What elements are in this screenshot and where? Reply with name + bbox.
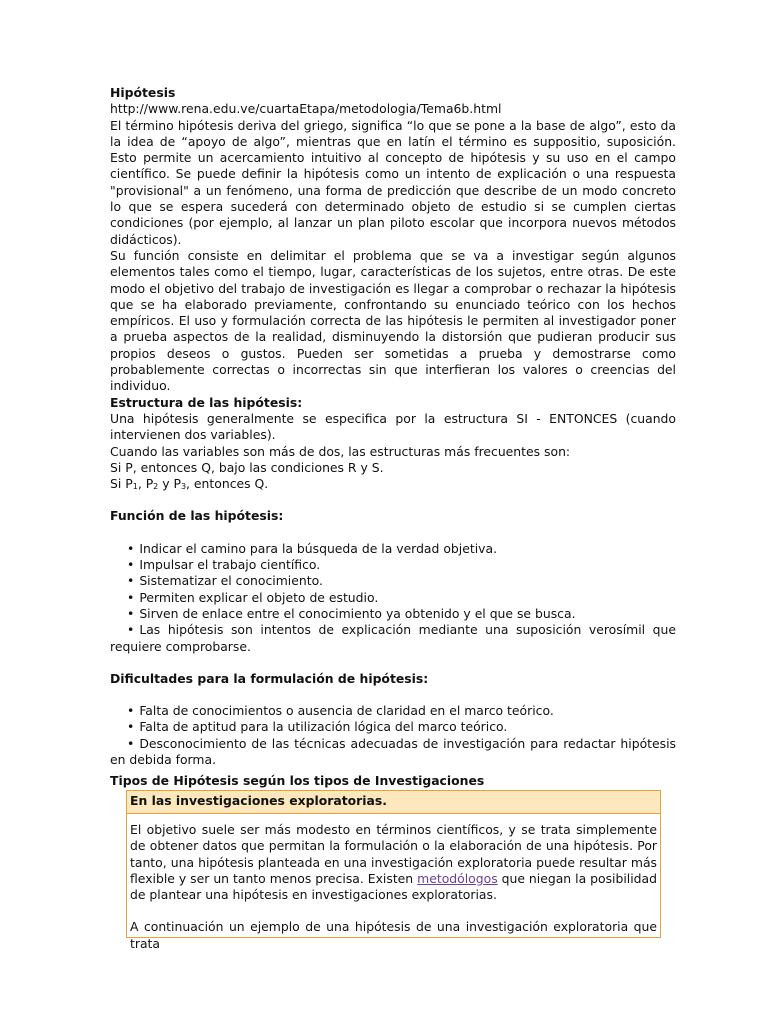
- bullet-icon: •: [127, 605, 135, 621]
- bullet-icon: •: [127, 589, 135, 605]
- table-body: [127, 814, 660, 951]
- bullet-icon: •: [127, 622, 135, 638]
- list-item: • Permiten explicar el objeto de estudio.: [127, 589, 379, 605]
- table-text-b: que niegan la posibilidad de plantear una hipótesis en investigaciones exploratorias.: [130, 870, 657, 903]
- table-header: En las investigaciones exploratorias.: [127, 791, 660, 814]
- bullet-icon: •: [127, 735, 135, 751]
- bullet-icon: •: [127, 703, 135, 719]
- tipos-heading: Tipos de Hipótesis según los tipos de Investigaciones: [110, 773, 485, 788]
- estructura-paragraph-1: Una hipótesis generalmente se especifica por la estructura SI - ENTONCES (cuando intervienen dos variables).: [110, 410, 676, 443]
- funcion-list: [110, 541, 676, 655]
- list-item: • Desconocimiento de las técnicas adecuadas de investigación para redactar hipótesis en debida forma.: [110, 735, 676, 767]
- table-paragraph-1: [130, 822, 657, 903]
- page-title: Hipótesis: [110, 85, 176, 100]
- exploratory-table: [126, 790, 661, 951]
- list-item: • Impulsar el trabajo científico.: [127, 557, 321, 573]
- estructura-paragraph-3: Si P, entonces Q, bajo las condiciones R y S.: [110, 459, 384, 475]
- list-item: • Las hipótesis son intentos de explicación mediante una suposición verosímil que requiere comprobarse.: [110, 622, 676, 654]
- bullet-icon: •: [127, 557, 135, 573]
- estructura-paragraph-4: [110, 476, 676, 492]
- subscript-1: 1: [132, 482, 138, 492]
- dificultades-heading: Dificultades para la formulación de hipótesis:: [110, 670, 429, 686]
- metodologos-link[interactable]: metodólogos: [417, 870, 498, 886]
- estructura-p4-part-d: , entonces Q.: [186, 476, 269, 492]
- subscript-3: 3: [180, 482, 187, 492]
- table-text-a: El objetivo suele ser más modesto en términos científicos, y se trata simplemente de obtener datos que permitan la formulación o la elaboración de una hipótesis. Por tanto, una hipótesis planteada en una investigación exploratoria puede resultar más flexible y ser un tanto menos precisa. Existen: [130, 822, 657, 886]
- funcion-heading: Función de las hipótesis:: [110, 508, 284, 524]
- list-item: • Indicar el camino para la búsqueda de la verdad objetiva.: [127, 540, 498, 556]
- bullet-icon: •: [127, 540, 135, 556]
- estructura-heading: Estructura de las hipótesis:: [110, 394, 303, 410]
- estructura-paragraph-2: Cuando las variables son más de dos, las estructuras más frecuentes son:: [110, 443, 571, 459]
- estructura-p4-part-b: , P: [137, 476, 154, 492]
- source-url: http://www.rena.edu.ve/cuartaEtapa/metodologia/Tema6b.html: [110, 101, 502, 117]
- bullet-icon: •: [127, 719, 135, 735]
- list-item: • Falta de conocimientos o ausencia de claridad en el marco teórico.: [127, 703, 554, 719]
- list-item: • Sistematizar el conocimiento.: [127, 573, 323, 589]
- list-item: • Falta de aptitud para la utilización lógica del marco teórico.: [127, 719, 508, 735]
- table-paragraph-2: A continuación un ejemplo de una hipótesis de una investigación exploratoria que trata: [130, 919, 657, 951]
- dificultades-list: [110, 703, 676, 768]
- estructura-p4-part-c: y P: [158, 476, 181, 492]
- intro-paragraph-2: Su función consiste en delimitar el problema que se va a investigar según algunos elementos tales como el tiempo, lugar, características de los sujetos, entre otras. De este modo el objetivo del trabajo de investigación es llegar a comprobar o rechazar la hipótesis que se ha elaborado previamente, confrontando su enunciado teórico con los hechos empíricos. El uso y formulación correcta de las hipótesis le permiten al investigador poner a prueba aspectos de la realidad, disminuyendo la distorsión que pudieran producir sus propios deseos o gustos. Pueden ser sometidas a prueba y demostrarse como probablemente correctas o incorrectas sin que interfieran los valores o creencias del individuo.: [110, 247, 676, 394]
- estructura-p4-part-a: Si P: [110, 476, 133, 492]
- bullet-icon: •: [127, 573, 135, 589]
- document-body: [110, 85, 676, 768]
- list-item: • Sirven de enlace entre el conocimiento ya obtenido y el que se busca.: [127, 605, 576, 621]
- intro-paragraph-1: El término hipótesis deriva del griego, significa “lo que se pone a la base de algo”, esto da la idea de “apoyo de algo”, mientras que en latín el término es suppositio, suposición. Esto permite un acercamiento intuitivo al concepto de hipótesis y su uso en el campo científico. Se puede definir la hipótesis como un intento de explicación o una respuesta "provisional" a un fenómeno, una forma de predicción que describe de un modo concreto lo que se espera sucederá con determinado objeto de estudio si se cumplen ciertas condiciones (por ejemplo, al lanzar un plan piloto escolar que incorpora nuevos métodos didácticos).: [110, 117, 676, 247]
- subscript-2: 2: [153, 482, 159, 492]
